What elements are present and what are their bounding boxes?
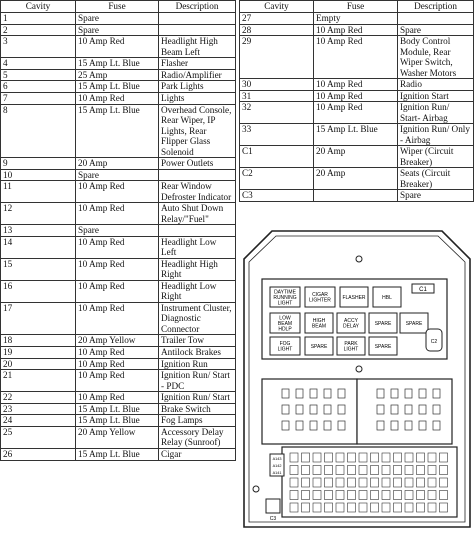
- fuse-slot: [359, 453, 367, 462]
- header-cavity: Cavity: [1, 1, 76, 13]
- fuse-slot: [325, 466, 333, 475]
- relay-label: LOW: [279, 315, 291, 322]
- cell-fuse: 20 Amp: [314, 168, 398, 190]
- cell-cavity: 24: [1, 415, 76, 427]
- c3-label: C3: [269, 516, 277, 522]
- cell-description: Radio: [398, 79, 474, 91]
- cell-fuse: 10 Amp Red: [314, 90, 398, 102]
- cell-cavity: 11: [1, 181, 76, 203]
- relay-label: HIGH: [312, 318, 326, 325]
- cell-cavity: 10: [1, 169, 76, 181]
- cell-cavity: 23: [1, 403, 76, 415]
- fuse-slot: [405, 453, 413, 462]
- fuse-slot: [371, 491, 379, 500]
- cell-fuse: 10 Amp Red: [76, 258, 159, 280]
- fuse-slot: [336, 478, 344, 487]
- table-row: [1, 36, 236, 58]
- cell-cavity: 26: [1, 448, 76, 460]
- fuse-slot: [313, 453, 321, 462]
- relay-label: SPARE: [405, 320, 423, 327]
- cell-description: Wiper (Circuit Breaker): [398, 146, 474, 168]
- cell-description: [159, 169, 236, 181]
- cell-cavity: 18: [1, 335, 76, 347]
- mini-label-1: A143: [272, 457, 282, 461]
- fuse-slot: [417, 491, 425, 500]
- cell-fuse: 10 Amp Red: [76, 92, 159, 104]
- fuse-slot: [440, 503, 448, 512]
- cell-description: Ignition Run/ Start: [159, 392, 236, 404]
- relay-label: LIGHT: [277, 346, 293, 353]
- header-description: Description: [159, 1, 236, 13]
- cell-fuse: 10 Amp Red: [314, 24, 398, 36]
- fuse-slot: [428, 478, 436, 487]
- cell-fuse: 15 Amp Lt. Blue: [76, 104, 159, 158]
- fuse-slot: [417, 478, 425, 487]
- table-row: [1, 370, 236, 392]
- table-row: [240, 36, 474, 79]
- cell-cavity: 14: [1, 236, 76, 258]
- table-row: [1, 58, 236, 70]
- cell-description: Antilock Brakes: [159, 346, 236, 358]
- relay-label: BEAM: [311, 323, 327, 330]
- cell-description: Auto Shut Down Relay/"Fuel": [159, 203, 236, 225]
- cell-description: Overhead Console, Rear Wiper, IP Lights, Rear Flipper Glass Solenoid: [159, 104, 236, 158]
- relay-label: LIGHTER: [309, 297, 331, 304]
- table-row: [1, 158, 236, 170]
- table-row: [240, 79, 474, 91]
- fuse-slot: [371, 453, 379, 462]
- table-row: [240, 102, 474, 124]
- table-row: [1, 258, 236, 280]
- table-row: [1, 92, 236, 104]
- fuse-panel-diagram: [242, 229, 472, 529]
- cell-cavity: 29: [240, 36, 314, 79]
- cell-description: Power Outlets: [159, 158, 236, 170]
- cell-fuse: 20 Amp Yellow: [76, 335, 159, 347]
- table-row: [240, 124, 474, 146]
- cell-fuse: Spare: [76, 225, 159, 237]
- relay-label: LIGHT: [343, 346, 359, 353]
- cell-description: Body Control Module, Rear Wiper Switch, Washer Motors: [398, 36, 474, 79]
- fuse-slot: [313, 503, 321, 512]
- table-row: [1, 346, 236, 358]
- fuse-slot: [405, 466, 413, 475]
- relay-label: SPARE: [374, 320, 392, 327]
- table-row: [1, 302, 236, 335]
- fuse-slot: [348, 453, 356, 462]
- header-fuse: Fuse: [76, 1, 159, 13]
- cell-cavity: 13: [1, 225, 76, 237]
- cell-fuse: 10 Amp Red: [76, 181, 159, 203]
- cell-description: [159, 13, 236, 25]
- cell-fuse: 10 Amp Red: [76, 358, 159, 370]
- cell-cavity: 9: [1, 158, 76, 170]
- cell-fuse: 15 Amp Lt. Blue: [76, 403, 159, 415]
- cell-description: Ignition Run: [159, 358, 236, 370]
- fuse-slot: [371, 466, 379, 475]
- fuse-slot: [440, 491, 448, 500]
- cell-description: Ignition Run/ Start - PDC: [159, 370, 236, 392]
- relay-label: RUNNING: [273, 294, 297, 301]
- fuse-slot: [405, 491, 413, 500]
- table-row: [1, 81, 236, 93]
- relay-label: LIGHT: [277, 300, 293, 307]
- relay-label: SPARE: [374, 343, 392, 350]
- fuse-panel-drawing: [242, 229, 472, 529]
- fuse-slot: [359, 491, 367, 500]
- fuse-slot: [417, 503, 425, 512]
- fuse-slot: [325, 491, 333, 500]
- header-cavity: Cavity: [240, 1, 314, 13]
- table-row: [1, 181, 236, 203]
- cell-description: Fog Lamps: [159, 415, 236, 427]
- fuse-slot: [417, 466, 425, 475]
- cell-description: Spare: [398, 190, 474, 202]
- fuse-slot: [394, 503, 402, 512]
- cell-description: Ignition Start: [398, 90, 474, 102]
- table-row: [1, 448, 236, 460]
- table-row: [1, 415, 236, 427]
- fuse-slot: [290, 491, 298, 500]
- cell-cavity: 33: [240, 124, 314, 146]
- relay-label: FOG: [279, 341, 291, 348]
- table-row: [240, 90, 474, 102]
- cell-description: Rear Window Defroster Indicator: [159, 181, 236, 203]
- cell-fuse: 10 Amp Red: [76, 370, 159, 392]
- cell-cavity: 27: [240, 13, 314, 25]
- cell-description: Headlight Low Right: [159, 280, 236, 302]
- table-row: [240, 146, 474, 168]
- fuse-slot: [325, 453, 333, 462]
- fuse-slot: [428, 491, 436, 500]
- cell-description: Headlight Low Left: [159, 236, 236, 258]
- cell-description: Ignition Run/ Start- Airbag: [398, 102, 474, 124]
- cell-cavity: 28: [240, 24, 314, 36]
- cell-fuse: 10 Amp Red: [314, 36, 398, 79]
- table-row: [1, 104, 236, 158]
- cell-fuse: 10 Amp Red: [76, 36, 159, 58]
- fuse-slot: [290, 453, 298, 462]
- fuse-slot: [302, 491, 310, 500]
- cell-description: Accessory Delay Relay (Sunroof): [159, 426, 236, 448]
- c1-label: C1: [419, 287, 427, 293]
- cell-cavity: 30: [240, 79, 314, 91]
- fuse-slot: [359, 503, 367, 512]
- mini-label-2: A142: [272, 464, 282, 468]
- relay-label: PARK: [344, 341, 358, 348]
- cell-cavity: 32: [240, 102, 314, 124]
- table-row: [1, 24, 236, 36]
- cell-cavity: 3: [1, 36, 76, 58]
- fuse-slot: [382, 466, 390, 475]
- cell-fuse: 20 Amp Yellow: [76, 426, 159, 448]
- fuse-slot: [371, 503, 379, 512]
- relay-label: DAYTIME: [274, 289, 296, 296]
- table-row: [1, 13, 236, 25]
- relay-label: SPARE: [310, 343, 328, 350]
- table-row: [1, 203, 236, 225]
- cell-description: Brake Switch: [159, 403, 236, 415]
- cell-cavity: 7: [1, 92, 76, 104]
- fuse-table-right: [239, 0, 474, 202]
- cell-fuse: 20 Amp: [314, 146, 398, 168]
- fuse-slot: [336, 491, 344, 500]
- fuse-slot: [348, 503, 356, 512]
- fuse-slot: [336, 453, 344, 462]
- cell-cavity: 8: [1, 104, 76, 158]
- fuse-slot: [382, 478, 390, 487]
- fuse-slot: [440, 466, 448, 475]
- table-row: [1, 69, 236, 81]
- fuse-slot: [405, 478, 413, 487]
- cell-fuse: 10 Amp Red: [76, 280, 159, 302]
- table-row: [1, 169, 236, 181]
- table-row: [240, 190, 474, 202]
- fuse-slot: [313, 491, 321, 500]
- fuse-slot: [382, 491, 390, 500]
- fuse-slot: [371, 478, 379, 487]
- fuse-slot: [359, 466, 367, 475]
- table-row: [1, 403, 236, 415]
- fuse-slot: [440, 453, 448, 462]
- cell-description: Headlight High Right: [159, 258, 236, 280]
- relay-label: FLASHER: [342, 294, 366, 301]
- fuse-slot: [325, 478, 333, 487]
- cell-description: Spare: [398, 24, 474, 36]
- cell-description: Headlight High Beam Left: [159, 36, 236, 58]
- relay-label: HBL: [382, 294, 392, 301]
- cell-fuse: 10 Amp Red: [76, 392, 159, 404]
- fuse-slot: [325, 503, 333, 512]
- fuse-slot: [313, 466, 321, 475]
- cell-description: [159, 225, 236, 237]
- cell-fuse: 10 Amp Red: [76, 302, 159, 335]
- table-row: [240, 13, 474, 25]
- cell-description: Lights: [159, 92, 236, 104]
- cell-cavity: C3: [240, 190, 314, 202]
- fuse-slot: [394, 491, 402, 500]
- table-row: [240, 168, 474, 190]
- cell-fuse: 25 Amp: [76, 69, 159, 81]
- cell-cavity: 15: [1, 258, 76, 280]
- mini-label-3: A141: [272, 471, 282, 475]
- c2-label: C2: [430, 339, 438, 345]
- fuse-slot: [428, 503, 436, 512]
- fuse-slot: [405, 503, 413, 512]
- cell-fuse: 10 Amp Red: [76, 236, 159, 258]
- cell-fuse: 20 Amp: [76, 158, 159, 170]
- cell-cavity: 6: [1, 81, 76, 93]
- cell-description: Cigar: [159, 448, 236, 460]
- cell-fuse: [314, 190, 398, 202]
- cell-cavity: C2: [240, 168, 314, 190]
- cell-description: Park Lights: [159, 81, 236, 93]
- relay-label: DELAY: [342, 323, 360, 330]
- fuse-slot: [428, 453, 436, 462]
- fuse-slot: [382, 503, 390, 512]
- fuse-slot: [348, 466, 356, 475]
- relay-label: BEAM: [277, 320, 293, 327]
- fuse-slot: [394, 466, 402, 475]
- fuse-slot: [417, 453, 425, 462]
- header-description: Description: [398, 1, 474, 13]
- cell-description: Flasher: [159, 58, 236, 70]
- cell-cavity: 1: [1, 13, 76, 25]
- fuse-slot: [290, 478, 298, 487]
- fuse-slot: [359, 478, 367, 487]
- cell-cavity: 12: [1, 203, 76, 225]
- cell-fuse: 10 Amp Red: [314, 102, 398, 124]
- fuse-slot: [313, 478, 321, 487]
- cell-cavity: 20: [1, 358, 76, 370]
- table-row: [1, 335, 236, 347]
- table-row: [240, 24, 474, 36]
- cell-description: Seats (Circuit Breaker): [398, 168, 474, 190]
- cell-description: Trailer Tow: [159, 335, 236, 347]
- cell-cavity: 5: [1, 69, 76, 81]
- c3-breaker: [266, 499, 280, 513]
- fuse-slot: [336, 466, 344, 475]
- cell-description: Ignition Run/ Only - Airbag: [398, 124, 474, 146]
- relay-label: HDLP: [278, 326, 292, 333]
- fuse-slot: [336, 503, 344, 512]
- table-row: [1, 236, 236, 258]
- fuse-slot: [428, 466, 436, 475]
- fuse-slot: [290, 503, 298, 512]
- header-fuse: Fuse: [314, 1, 398, 13]
- cell-description: [159, 24, 236, 36]
- fuse-table-left: [0, 0, 236, 461]
- cell-cavity: 31: [240, 90, 314, 102]
- table-row: [1, 225, 236, 237]
- cell-fuse: 15 Amp Lt. Blue: [76, 415, 159, 427]
- cell-cavity: 22: [1, 392, 76, 404]
- fuse-slot: [440, 478, 448, 487]
- table-row: [1, 358, 236, 370]
- cell-fuse: Empty: [314, 13, 398, 25]
- cell-fuse: 10 Amp Red: [76, 203, 159, 225]
- cell-fuse: 15 Amp Lt. Blue: [76, 81, 159, 93]
- fuse-slot: [382, 453, 390, 462]
- relay-label: CIGAR: [312, 292, 328, 299]
- cell-description: Instrument Cluster, Diagnostic Connector: [159, 302, 236, 335]
- fuse-slot: [394, 478, 402, 487]
- cell-fuse: 10 Amp Red: [314, 79, 398, 91]
- cell-cavity: 19: [1, 346, 76, 358]
- cell-fuse: 10 Amp Red: [76, 346, 159, 358]
- cell-cavity: 21: [1, 370, 76, 392]
- cell-fuse: Spare: [76, 24, 159, 36]
- fuse-slot: [302, 503, 310, 512]
- fuse-slot: [348, 491, 356, 500]
- cell-cavity: 17: [1, 302, 76, 335]
- fuse-slot: [302, 478, 310, 487]
- fuse-slot: [302, 453, 310, 462]
- fuse-slot: [394, 453, 402, 462]
- table-row: [1, 426, 236, 448]
- cell-fuse: 15 Amp Lt. Blue: [76, 448, 159, 460]
- cell-cavity: 2: [1, 24, 76, 36]
- relay-label: ACCY: [344, 318, 358, 325]
- cell-cavity: 16: [1, 280, 76, 302]
- fuse-slot: [348, 478, 356, 487]
- cell-fuse: 15 Amp Lt. Blue: [76, 58, 159, 70]
- fuse-slot: [302, 466, 310, 475]
- cell-cavity: 4: [1, 58, 76, 70]
- cell-cavity: C1: [240, 146, 314, 168]
- fuse-slot: [290, 466, 298, 475]
- table-row: [1, 392, 236, 404]
- table-row: [1, 280, 236, 302]
- cell-description: Radio/Amplifier: [159, 69, 236, 81]
- cell-cavity: 25: [1, 426, 76, 448]
- cell-description: [398, 13, 474, 25]
- cell-fuse: Spare: [76, 13, 159, 25]
- cell-fuse: 15 Amp Lt. Blue: [314, 124, 398, 146]
- cell-fuse: Spare: [76, 169, 159, 181]
